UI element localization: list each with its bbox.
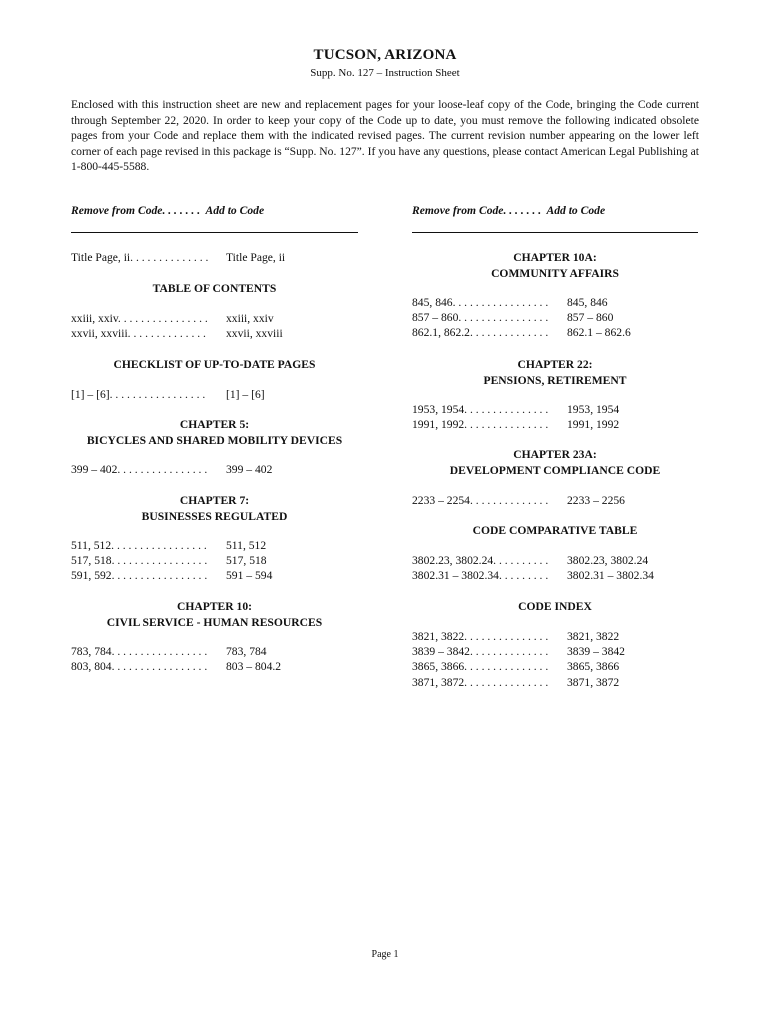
entry-cct-1 <box>412 553 702 569</box>
entry-ch7-2 <box>71 553 361 569</box>
entry-ch7-3 <box>71 568 361 584</box>
document-title: TUCSON, ARIZONA <box>313 47 457 63</box>
chapter-7-title: BUSINESSES REGULATED <box>141 509 288 523</box>
add-pages: 3839 – 3842 <box>567 645 625 658</box>
add-pages: 783, 784 <box>226 645 267 658</box>
chapter-23a-title: DEVELOPMENT COMPLIANCE CODE <box>449 463 661 477</box>
remove-pages: 2233 – 2254. . . . . . . . . . . . . . <box>412 494 549 507</box>
remove-pages: 1953, 1954. . . . . . . . . . . . . . . <box>412 403 549 416</box>
remove-pages: xxvii, xxviii. . . . . . . . . . . . . . <box>71 327 206 340</box>
add-pages: 3802.31 – 3802.34 <box>567 569 654 582</box>
entry-index-1 <box>412 629 702 645</box>
add-pages: 803 – 804.2 <box>226 660 282 673</box>
section-heading-checklist: CHECKLIST OF UP-TO-DATE PAGES <box>113 358 316 371</box>
chapter-10a-number: CHAPTER 10A: <box>513 251 597 264</box>
add-pages: 399 – 402 <box>226 463 273 476</box>
entry-ch10a-3 <box>412 325 702 341</box>
add-pages: 845, 846 <box>567 296 608 309</box>
right-column-rule <box>412 232 698 233</box>
add-pages: Title Page, ii <box>226 251 286 264</box>
intro-paragraph: Enclosed with this instruction sheet are new and replacement pages for your loose-leaf copy of the Code, bringing the Code current through September 22, 2020. In order to keep your copy of the Code up to date, you must remove the following indicated obsolete pages from your Code and replace them with the indicated revised pages. The current revision number appearing on the lower left corner of each page revised in this package is “Supp. No. 127”. If you have any questions, please contact American Legal Publishing at 1-800-445-5588. <box>71 98 699 173</box>
remove-pages: 517, 518. . . . . . . . . . . . . . . . . <box>71 554 208 567</box>
add-pages: 3871, 3872 <box>567 676 620 689</box>
remove-pages: 3802.23, 3802.24. . . . . . . . . . <box>412 554 549 567</box>
section-heading-chapter-10 <box>71 599 358 630</box>
add-pages: 857 – 860 <box>567 311 614 324</box>
section-heading-toc: TABLE OF CONTENTS <box>152 282 277 295</box>
remove-pages: 862.1, 862.2. . . . . . . . . . . . . . <box>412 326 549 339</box>
entry-ch10a-1 <box>412 295 702 311</box>
chapter-10-title: CIVIL SERVICE - HUMAN RESOURCES <box>106 615 323 629</box>
entry-index-4 <box>412 675 702 691</box>
add-pages: 862.1 – 862.6 <box>567 326 631 339</box>
remove-pages: 3802.31 – 3802.34. . . . . . . . . <box>412 569 549 582</box>
entry-ch10-2 <box>71 659 361 675</box>
remove-pages: 3839 – 3842. . . . . . . . . . . . . . <box>412 645 549 658</box>
document-subtitle: Supp. No. 127 – Instruction Sheet <box>310 67 460 79</box>
entry-checklist-1 <box>71 387 361 403</box>
entry-toc-1 <box>71 311 361 327</box>
right-column-header: Remove from Code. . . . . . . Add to Code <box>412 204 606 217</box>
add-pages: 3865, 3866 <box>567 660 620 673</box>
add-pages: 1953, 1954 <box>567 403 620 416</box>
entry-title-page <box>71 250 361 266</box>
entry-toc-2 <box>71 326 361 342</box>
section-heading-code-index: CODE INDEX <box>518 600 592 613</box>
remove-pages: 845, 846. . . . . . . . . . . . . . . . . <box>412 296 549 309</box>
chapter-22-title: PENSIONS, RETIREMENT <box>483 373 627 387</box>
remove-pages: [1] – [6]. . . . . . . . . . . . . . . . . <box>71 388 206 401</box>
add-pages: 1991, 1992 <box>567 418 620 431</box>
add-pages: xxiii, xxiv <box>226 312 274 325</box>
entry-ch7-1 <box>71 538 361 554</box>
section-heading-chapter-10a <box>412 250 698 281</box>
add-pages: 517, 518 <box>226 554 267 567</box>
remove-pages: 857 – 860. . . . . . . . . . . . . . . . <box>412 311 549 324</box>
entry-ch10-1 <box>71 644 361 660</box>
section-heading-chapter-5 <box>71 417 358 448</box>
entry-ch23a-1 <box>412 493 702 509</box>
remove-pages: 399 – 402. . . . . . . . . . . . . . . . <box>71 463 208 476</box>
add-pages: 511, 512 <box>226 539 267 552</box>
chapter-5-title: BICYCLES AND SHARED MOBILITY DEVICES <box>86 433 343 447</box>
chapter-10a-title: COMMUNITY AFFAIRS <box>491 266 619 280</box>
add-pages: [1] – [6] <box>226 388 265 401</box>
add-pages: 3802.23, 3802.24 <box>567 554 649 567</box>
remove-pages: 3865, 3866. . . . . . . . . . . . . . . <box>412 660 549 673</box>
section-heading-chapter-23a <box>412 447 698 478</box>
remove-pages: Title Page, ii. . . . . . . . . . . . . . <box>71 251 209 264</box>
section-heading-chapter-7 <box>71 493 358 524</box>
remove-pages: 1991, 1992. . . . . . . . . . . . . . . <box>412 418 549 431</box>
remove-pages: 803, 804. . . . . . . . . . . . . . . . . <box>71 660 208 673</box>
remove-pages: xxiii, xxiv. . . . . . . . . . . . . . . . <box>71 312 208 325</box>
section-heading-code-comparative-table: CODE COMPARATIVE TABLE <box>472 524 638 537</box>
left-column-header: Remove from Code. . . . . . . Add to Code <box>71 204 265 217</box>
entry-cct-2 <box>412 568 702 584</box>
remove-pages: 3821, 3822. . . . . . . . . . . . . . . <box>412 630 549 643</box>
chapter-7-number: CHAPTER 7: <box>179 494 250 507</box>
chapter-22-number: CHAPTER 22: <box>517 358 593 371</box>
entry-ch5-1 <box>71 462 361 478</box>
add-pages: 3821, 3822 <box>567 630 620 643</box>
add-pages: 2233 – 2256 <box>567 494 625 507</box>
page-number: Page 1 <box>371 949 399 960</box>
add-pages: 591 – 594 <box>226 569 273 582</box>
remove-pages: 783, 784. . . . . . . . . . . . . . . . . <box>71 645 208 658</box>
section-heading-chapter-22 <box>412 357 698 388</box>
entry-ch22-1 <box>412 402 702 418</box>
chapter-5-number: CHAPTER 5: <box>179 418 250 431</box>
entry-index-2 <box>412 644 702 660</box>
chapter-10-number: CHAPTER 10: <box>176 600 253 613</box>
entry-index-3 <box>412 659 702 675</box>
remove-pages: 591, 592. . . . . . . . . . . . . . . . . <box>71 569 208 582</box>
add-pages: xxvii, xxviii <box>226 327 283 340</box>
left-column-rule <box>71 232 358 233</box>
remove-pages: 3871, 3872. . . . . . . . . . . . . . . <box>412 676 549 689</box>
remove-pages: 511, 512. . . . . . . . . . . . . . . . . <box>71 539 207 552</box>
chapter-23a-number: CHAPTER 23A: <box>513 448 597 461</box>
entry-ch10a-2 <box>412 310 702 326</box>
entry-ch22-2 <box>412 417 702 433</box>
